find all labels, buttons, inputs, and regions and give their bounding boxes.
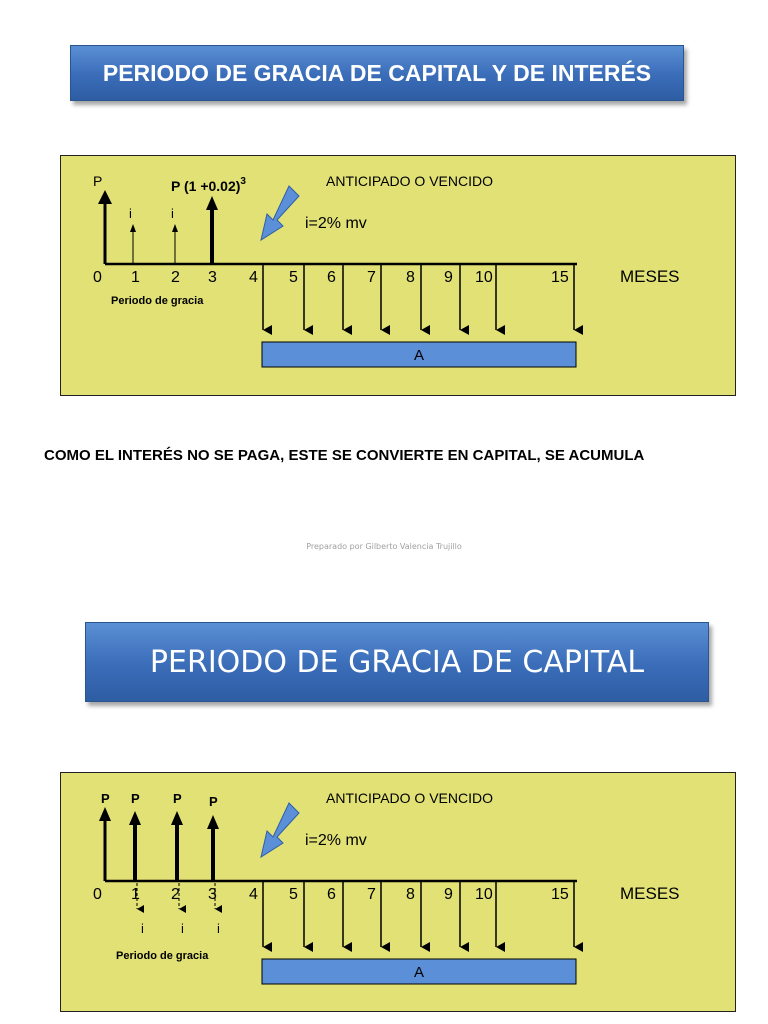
tick-label: 2: [171, 269, 180, 286]
tick-label: 0: [93, 269, 102, 286]
p-arrow-0: [99, 807, 111, 881]
p-label: P: [209, 794, 218, 809]
payment-arrows: [263, 881, 574, 947]
mode-label: ANTICIPADO O VENCIDO: [326, 173, 493, 189]
interest-label-1: i: [129, 206, 132, 221]
p-arrow-2: [171, 811, 183, 881]
section2-title-banner: [85, 622, 709, 702]
tick-label: 1: [131, 269, 140, 286]
tick-label: 2: [171, 886, 180, 903]
mode-label: ANTICIPADO O VENCIDO: [326, 790, 493, 806]
axis-unit-label: MESES: [620, 884, 680, 903]
pointer-arrow-icon: [261, 186, 299, 240]
tick-label: 5: [289, 269, 298, 286]
tick-label: 8: [406, 269, 415, 286]
annuity-label: A: [413, 964, 425, 981]
tick-label: 6: [327, 886, 336, 903]
tick-label: 0: [93, 886, 102, 903]
rate-label: i=2% mv: [305, 832, 367, 849]
interest-label-2: i: [181, 921, 184, 936]
interest-arrow-2: [172, 224, 178, 264]
cash-flow-diagram-2-svg: [61, 773, 737, 1013]
tick-label: 7: [367, 269, 376, 286]
tick-label: 4: [249, 269, 258, 286]
p-label: P: [131, 791, 140, 806]
pointer-arrow-icon: [261, 803, 299, 857]
tick-label: 9: [444, 886, 453, 903]
p-label: P: [173, 791, 182, 806]
capitalization-note: COMO EL INTERÉS NO SE PAGA, ESTE SE CONVIERTE EN CAPITAL, SE ACUMULA: [44, 447, 645, 464]
tick-label: 1: [131, 886, 140, 903]
rate-label: i=2% mv: [305, 215, 367, 232]
p-label: P: [101, 791, 110, 806]
cash-flow-diagram-1-svg: [61, 156, 737, 397]
compound-arrow: [206, 196, 218, 264]
footer-credit: Preparado por Gilberto Valencia Trujillo: [306, 542, 462, 551]
grace-period-label: Periodo de gracia: [111, 295, 204, 307]
tick-label: 3: [208, 886, 217, 903]
tick-label: 8: [406, 886, 415, 903]
tick-label: 6: [327, 269, 336, 286]
tick-label: 5: [289, 886, 298, 903]
tick-label: 7: [367, 886, 376, 903]
section1-title-banner: [70, 45, 684, 101]
p-label: P: [93, 173, 103, 189]
interest-arrow-1: [130, 224, 136, 264]
p-arrow: [98, 190, 112, 264]
tick-label: 3: [208, 269, 217, 286]
tick-label: 15: [551, 269, 569, 286]
tick-label: 10: [475, 269, 493, 286]
compound-label: P $(1 +0.02)^3$: [171, 176, 246, 194]
interest-label-1: i: [141, 921, 144, 936]
interest-label-3: i: [217, 921, 220, 936]
cash-flow-diagram-2: [60, 772, 736, 1012]
section1-title: PERIODO DE GRACIA DE CAPITAL Y DE INTERÉS: [102, 59, 652, 86]
p-arrow-3: [207, 815, 219, 881]
cash-flow-diagram-1: [60, 155, 736, 396]
tick-label: 15: [551, 886, 569, 903]
tick-label: 9: [444, 269, 453, 286]
payment-arrows: [263, 264, 574, 330]
interest-label-2: i: [171, 206, 174, 221]
tick-label: 4: [249, 886, 258, 903]
grace-period-label: Periodo de gracia: [116, 950, 209, 962]
annuity-label: A: [413, 347, 425, 364]
section2-title: PERIODO DE GRACIA DE CAPITAL: [149, 644, 645, 680]
p-arrow-1: [129, 811, 141, 881]
axis-unit-label: MESES: [620, 267, 680, 286]
tick-label: 10: [475, 886, 493, 903]
